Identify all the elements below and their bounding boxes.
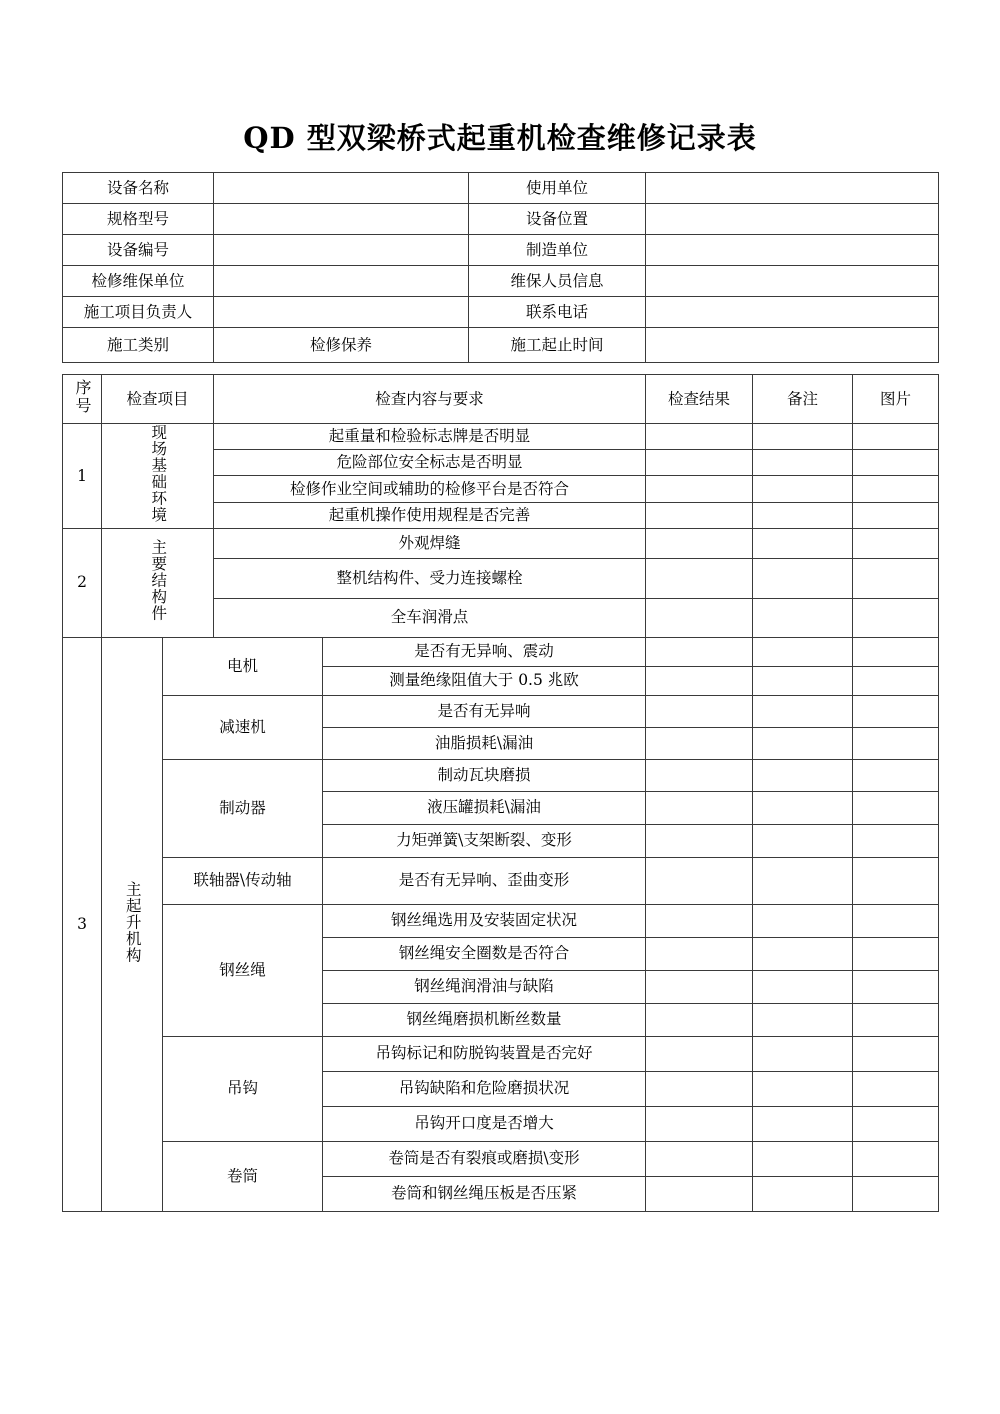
check-content: 起重机操作使用规程是否完善 [214,502,646,528]
check-content: 起重量和检验标志牌是否明显 [214,424,646,450]
check-result-cell[interactable] [646,637,753,666]
table-row [63,904,939,937]
check-remark-cell[interactable] [753,937,853,970]
check-remark-cell[interactable] [753,1036,853,1071]
section-item-3 [102,637,163,1211]
table-row [63,297,939,328]
check-result-cell[interactable] [646,1106,753,1141]
check-remark-cell[interactable] [753,1071,853,1106]
inspection-checklist-table [62,374,939,1212]
section-item-1 [102,424,214,529]
check-content: 整机结构件、受力连接螺栓 [214,558,646,598]
section-seq-3: 3 [63,637,102,1211]
check-photo-cell[interactable] [853,1071,939,1106]
info-label-equipment-name: 设备名称 [63,173,214,204]
check-result-cell[interactable] [646,1071,753,1106]
info-value-contact-phone[interactable] [646,297,939,328]
check-content: 卷筒是否有裂痕或磨损\变形 [323,1141,646,1176]
page-title: QD 型双梁桥式起重机检查维修记录表 [243,121,757,155]
table-row [63,759,939,791]
check-remark-cell[interactable] [753,1141,853,1176]
check-remark-cell[interactable] [753,791,853,824]
check-result-cell[interactable] [646,904,753,937]
check-content: 检修作业空间或辅助的检修平台是否符合 [214,476,646,502]
check-remark-cell[interactable] [753,502,853,528]
check-photo-cell[interactable] [853,637,939,666]
column-header-result: 检查结果 [646,375,753,424]
check-content: 危险部位安全标志是否明显 [214,450,646,476]
check-photo-cell[interactable] [853,1106,939,1141]
check-result-cell[interactable] [646,502,753,528]
check-remark-cell[interactable] [753,904,853,937]
check-result-cell[interactable] [646,970,753,1003]
check-content: 油脂损耗\漏油 [323,727,646,759]
check-remark-cell[interactable] [753,476,853,502]
column-header-content: 检查内容与要求 [214,375,646,424]
check-result-cell[interactable] [646,598,753,637]
check-photo-cell[interactable] [853,759,939,791]
table-row [63,424,939,450]
check-content: 制动瓦块磨损 [323,759,646,791]
info-label-manufacturer: 制造单位 [469,235,646,266]
check-content: 外观焊缝 [214,528,646,558]
check-photo-cell[interactable] [853,1003,939,1036]
check-content: 钢丝绳选用及安装固定状况 [323,904,646,937]
check-remark-cell[interactable] [753,759,853,791]
check-photo-cell[interactable] [853,424,939,450]
check-remark-cell[interactable] [753,1106,853,1141]
info-label-maintenance-personnel: 维保人员信息 [469,266,646,297]
column-header-remark: 备注 [753,375,853,424]
check-result-cell[interactable] [646,528,753,558]
subitem-hook: 吊钩 [163,1036,323,1141]
check-result-cell[interactable] [646,1003,753,1036]
info-value-using-unit[interactable] [646,173,939,204]
table-row [63,695,939,727]
check-content: 吊钩标记和防脱钩装置是否完好 [323,1036,646,1071]
check-result-cell[interactable] [646,759,753,791]
column-header-seq [63,375,102,424]
check-content: 是否有无异响、震动 [323,637,646,666]
info-value-maintenance-unit[interactable] [214,266,469,297]
check-remark-cell[interactable] [753,727,853,759]
check-content: 吊钩开口度是否增大 [323,1106,646,1141]
column-header-photo: 图片 [853,375,939,424]
check-photo-cell[interactable] [853,824,939,857]
check-result-cell[interactable] [646,824,753,857]
info-label-maintenance-unit: 检修维保单位 [63,266,214,297]
section-item-3-label: 主起升机构 [123,880,142,964]
check-remark-cell[interactable] [753,558,853,598]
check-remark-cell[interactable] [753,528,853,558]
check-photo-cell[interactable] [853,857,939,904]
check-photo-cell[interactable] [853,1141,939,1176]
subitem-wire-rope: 钢丝绳 [163,904,323,1036]
check-remark-cell[interactable] [753,857,853,904]
check-result-cell[interactable] [646,1036,753,1071]
check-photo-cell[interactable] [853,695,939,727]
check-remark-cell[interactable] [753,824,853,857]
check-photo-cell[interactable] [853,937,939,970]
check-result-cell[interactable] [646,695,753,727]
check-result-cell[interactable] [646,666,753,695]
subitem-drum: 卷筒 [163,1141,323,1211]
table-row [63,204,939,235]
check-remark-cell[interactable] [753,1003,853,1036]
check-content: 钢丝绳磨损机断丝数量 [323,1003,646,1036]
table-row [63,235,939,266]
check-remark-cell[interactable] [753,695,853,727]
check-content: 全车润滑点 [214,598,646,637]
check-content: 吊钩缺陷和危险磨损状况 [323,1071,646,1106]
subitem-brake: 制动器 [163,759,323,857]
check-photo-cell[interactable] [853,791,939,824]
info-label-spec-model: 规格型号 [63,204,214,235]
column-header-seq-label: 序号 [73,378,92,415]
check-content: 卷筒和钢丝绳压板是否压紧 [323,1176,646,1211]
subitem-coupling-driveshaft: 联轴器\传动轴 [163,857,323,904]
table-header-row [63,375,939,424]
info-value-equipment-number[interactable] [214,235,469,266]
check-content: 液压罐损耗\漏油 [323,791,646,824]
info-value-manufacturer[interactable] [646,235,939,266]
info-label-project-manager: 施工项目负责人 [63,297,214,328]
check-result-cell[interactable] [646,857,753,904]
check-photo-cell[interactable] [853,970,939,1003]
check-photo-cell[interactable] [853,528,939,558]
subitem-motor: 电机 [163,637,323,695]
section-item-2-label: 主要结构件 [149,539,168,622]
section-seq-2: 2 [63,528,102,637]
info-label-equipment-number: 设备编号 [63,235,214,266]
check-content: 钢丝绳润滑油与缺陷 [323,970,646,1003]
check-result-cell[interactable] [646,424,753,450]
check-result-cell[interactable] [646,558,753,598]
check-result-cell[interactable] [646,476,753,502]
subitem-reducer: 减速机 [163,695,323,759]
check-photo-cell[interactable] [853,476,939,502]
section-seq-1: 1 [63,424,102,529]
info-value-work-type[interactable]: 检修保养 [214,328,469,363]
check-remark-cell[interactable] [753,424,853,450]
check-result-cell[interactable] [646,1176,753,1211]
check-photo-cell[interactable] [853,502,939,528]
check-remark-cell[interactable] [753,970,853,1003]
info-value-work-period[interactable] [646,328,939,363]
table-row [63,857,939,904]
info-value-maintenance-personnel[interactable] [646,266,939,297]
info-label-work-type: 施工类别 [63,328,214,363]
section-item-1-label: 现场基础环境 [149,424,168,523]
table-row [63,637,939,666]
check-content: 钢丝绳安全圈数是否符合 [323,937,646,970]
info-label-contact-phone: 联系电话 [469,297,646,328]
check-photo-cell[interactable] [853,1176,939,1211]
check-photo-cell[interactable] [853,904,939,937]
check-content: 测量绝缘阻值大于 0.5 兆欧 [323,666,646,695]
check-remark-cell[interactable] [753,666,853,695]
info-label-equipment-location: 设备位置 [469,204,646,235]
check-remark-cell[interactable] [753,1176,853,1211]
table-row [63,266,939,297]
info-label-using-unit: 使用单位 [469,173,646,204]
section-item-2 [102,528,214,637]
check-result-cell[interactable] [646,727,753,759]
info-value-project-manager[interactable] [214,297,469,328]
check-result-cell[interactable] [646,450,753,476]
check-result-cell[interactable] [646,937,753,970]
check-photo-cell[interactable] [853,1036,939,1071]
check-remark-cell[interactable] [753,598,853,637]
table-row [63,173,939,204]
check-photo-cell[interactable] [853,598,939,637]
check-photo-cell[interactable] [853,666,939,695]
check-photo-cell[interactable] [853,450,939,476]
info-value-equipment-location[interactable] [646,204,939,235]
table-row [63,1036,939,1071]
check-photo-cell[interactable] [853,558,939,598]
equipment-info-table [62,172,939,363]
table-row [63,1141,939,1176]
table-row [63,328,939,363]
check-result-cell[interactable] [646,1141,753,1176]
info-value-spec-model[interactable] [214,204,469,235]
check-remark-cell[interactable] [753,637,853,666]
table-row [63,528,939,558]
check-remark-cell[interactable] [753,450,853,476]
check-content: 是否有无异响 [323,695,646,727]
info-value-equipment-name[interactable] [214,173,469,204]
column-header-item: 检查项目 [102,375,214,424]
check-result-cell[interactable] [646,791,753,824]
check-content: 是否有无异响、歪曲变形 [323,857,646,904]
check-photo-cell[interactable] [853,727,939,759]
check-content: 力矩弹簧\支架断裂、变形 [323,824,646,857]
info-label-work-period: 施工起止时间 [469,328,646,363]
